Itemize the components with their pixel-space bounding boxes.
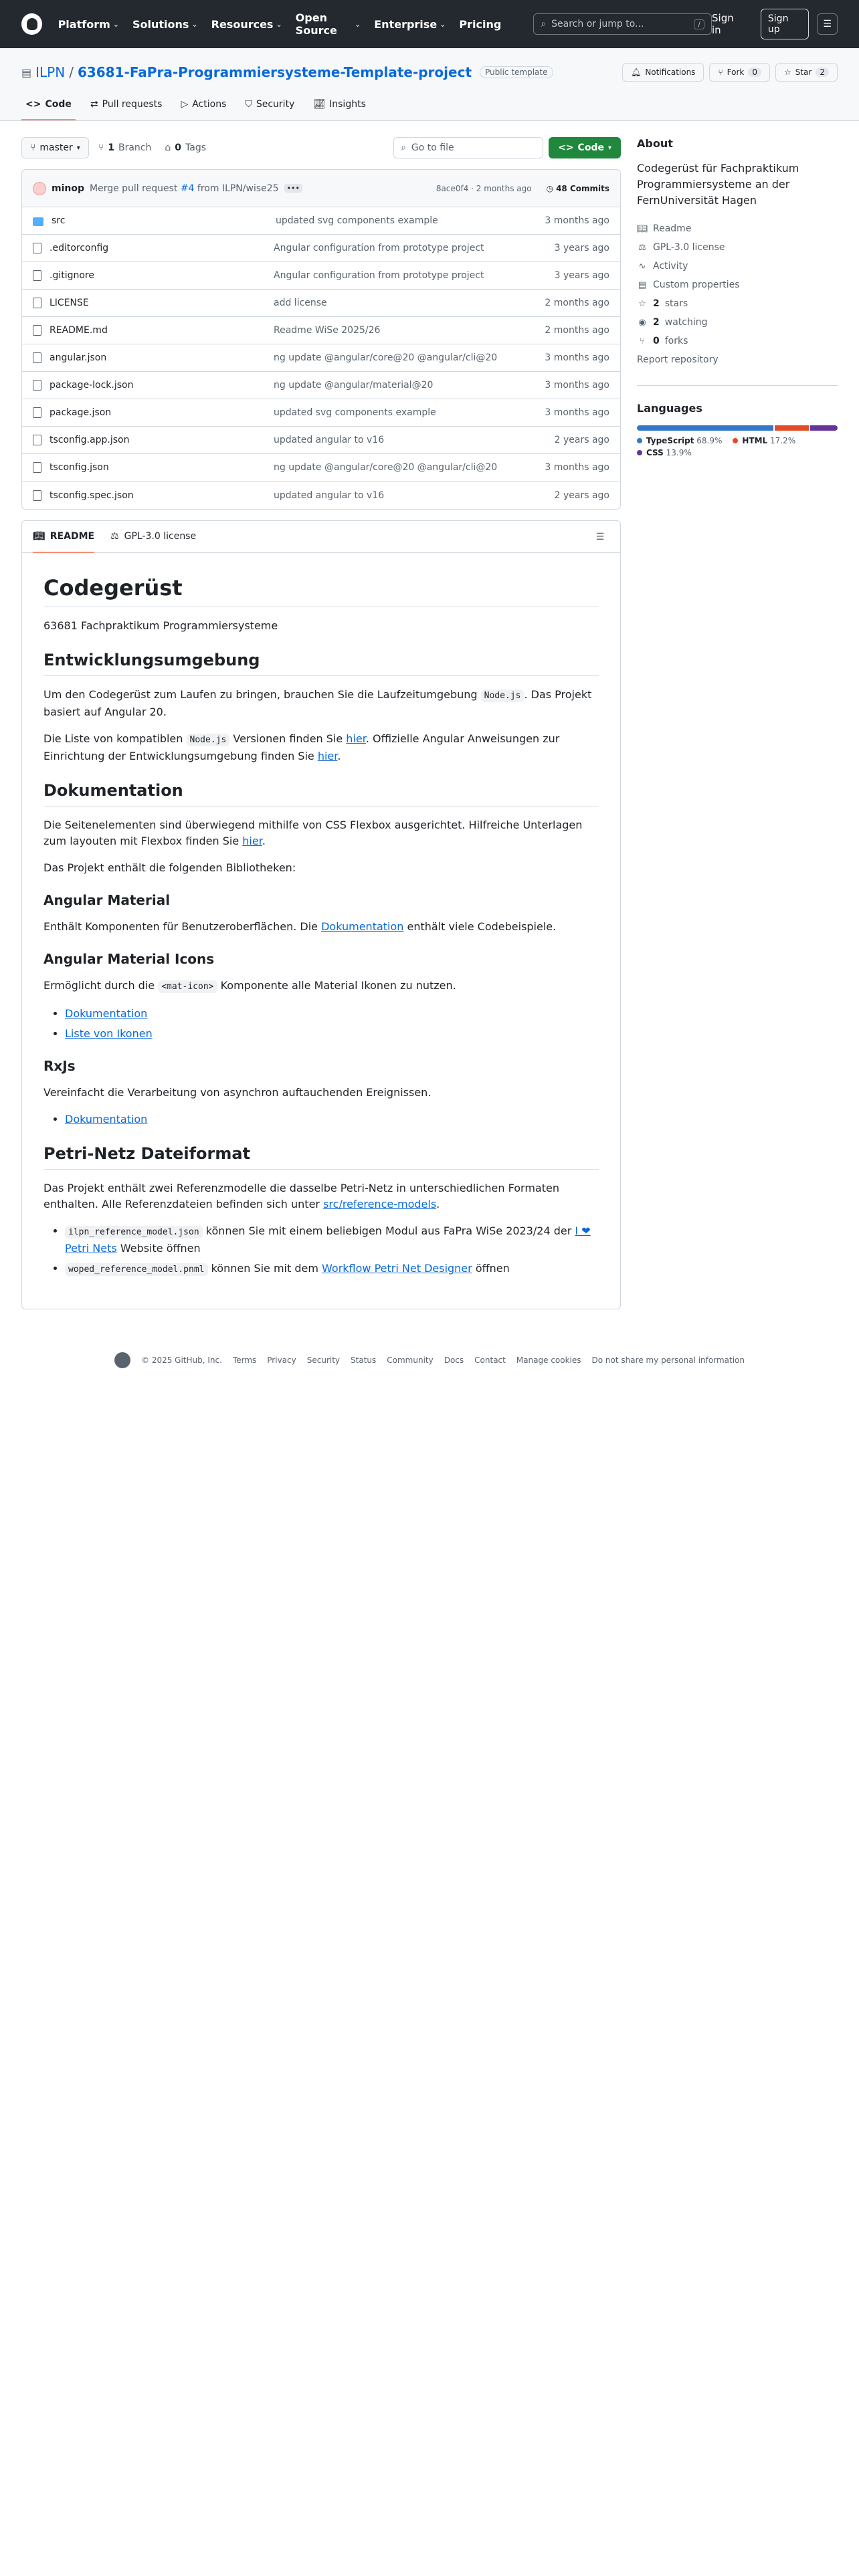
file-commit-message[interactable]: updated angular to v16: [274, 435, 385, 445]
link-material-doc[interactable]: Dokumentation: [321, 920, 404, 933]
heading-rxjs: RxJs: [43, 1058, 76, 1074]
file-age: 3 months ago: [545, 215, 609, 226]
para-icons: Ermöglicht durch die <mat-icon> Komponente alle Material Ikonen zu nutzen.: [43, 979, 456, 992]
footer-link[interactable]: Docs: [444, 1356, 464, 1365]
file-commit-message[interactable]: ng update @angular/material@20: [274, 380, 434, 391]
repo-title: ▤ ILPN / 63681-FaPra-Programmiersysteme-Template-project Public template 🔔︎ Notifications ⑂ Fork 0 ☆ Star 2: [21, 59, 838, 86]
branch-icon: ⑂: [98, 142, 104, 153]
chevron-down-icon: ⌄: [112, 19, 119, 29]
branch-select[interactable]: ⑂ master ▾: [21, 137, 89, 158]
link-hier-1[interactable]: hier: [346, 732, 366, 745]
list-item: [65, 1111, 599, 1128]
file-commit-message[interactable]: updated svg components example: [274, 407, 436, 418]
divider: [637, 385, 838, 386]
custom-properties-link[interactable]: ▤ Custom properties: [638, 280, 740, 290]
table-row[interactable]: [22, 399, 620, 427]
repo-name-link[interactable]: 63681-FaPra-Programmiersysteme-Template-project: [77, 64, 472, 80]
table-row[interactable]: [22, 207, 620, 235]
repo-header: [0, 48, 859, 121]
file-commit-message[interactable]: updated angular to v16: [274, 490, 385, 501]
book-icon: 📖︎: [637, 223, 648, 234]
footer-link[interactable]: Security: [306, 1356, 341, 1365]
code-column: [21, 137, 621, 1309]
ellipsis-icon[interactable]: •••: [284, 184, 302, 193]
heading-icons: Angular Material Icons: [43, 951, 215, 967]
file-commit-message[interactable]: updated svg components example: [276, 215, 438, 226]
readme-tabs: [22, 521, 620, 553]
language-bar-segment: [810, 425, 838, 431]
commit-author[interactable]: minop: [52, 183, 84, 194]
file-name[interactable]: .gitignore: [50, 270, 94, 281]
footer-link[interactable]: Terms: [232, 1356, 257, 1365]
link-hier-3[interactable]: hier: [242, 835, 262, 847]
para-env-2: Die Liste von kompatiblen Node.js Versionen finden Sie hier. Offizielle Angular Anweisungen zur Einrichtung der Entwicklungsumgebung finden Sie hier.: [43, 732, 560, 762]
tab-insights[interactable]: 📈︎ Insights: [313, 99, 366, 110]
readme-link[interactable]: 📖︎ Readme: [637, 223, 692, 234]
readme-title: Codegerüst: [43, 574, 599, 607]
table-row[interactable]: [22, 454, 620, 481]
heading-material: Angular Material: [43, 892, 171, 908]
nav-enterprise[interactable]: Enterprise ⌄: [374, 17, 446, 31]
repo-tabs: [21, 90, 838, 120]
nav-open-source[interactable]: Open Source ⌄: [295, 11, 361, 37]
footer-link[interactable]: Manage cookies: [516, 1356, 581, 1365]
branch-icon: ⑂: [30, 142, 36, 153]
file-icon: [33, 407, 41, 418]
file-icon: [33, 298, 41, 308]
file-commit-message[interactable]: Angular configuration from prototype project: [274, 270, 484, 281]
link-icons-doc[interactable]: Dokumentation: [65, 1007, 148, 1020]
file-age: 2 years ago: [554, 435, 609, 445]
file-icon: [33, 325, 41, 336]
tab-readme[interactable]: 📖︎ README: [33, 521, 94, 553]
file-age: 3 months ago: [545, 380, 609, 391]
github-mark-icon[interactable]: [114, 1352, 130, 1368]
file-name[interactable]: LICENSE: [50, 298, 89, 308]
nav-solutions[interactable]: Solutions ⌄: [132, 17, 198, 31]
language-bar-segment: [637, 425, 773, 431]
notifications-button[interactable]: 🔔︎ Notifications: [622, 63, 704, 82]
readme-box: [21, 520, 621, 1309]
file-commit-message[interactable]: add license: [274, 298, 327, 308]
language-list: [637, 436, 838, 457]
chevron-down-icon: ⌄: [355, 19, 361, 29]
list-icon[interactable]: ☰: [595, 531, 605, 542]
global-search-input[interactable]: ⌕ Search or jump to... /: [533, 13, 712, 35]
file-age: 3 years ago: [554, 270, 609, 281]
file-commit-message[interactable]: Angular configuration from prototype project: [274, 243, 484, 253]
file-name[interactable]: src: [52, 215, 66, 226]
petri-list: [43, 1223, 599, 1278]
graph-icon: 📈︎: [313, 99, 326, 110]
table-row[interactable]: [22, 344, 620, 372]
file-icon: [33, 490, 41, 501]
search-icon: ⌕: [541, 19, 547, 29]
file-age: 2 months ago: [545, 298, 609, 308]
chevron-down-icon: ⌄: [276, 19, 282, 29]
file-name[interactable]: package-lock.json: [50, 380, 134, 391]
file-age: 3 months ago: [545, 352, 609, 363]
footer: [0, 1352, 859, 1368]
file-commit-message[interactable]: ng update @angular/core@20 @angular/cli@20: [274, 352, 498, 363]
link-rxjs-doc[interactable]: Dokumentation: [65, 1113, 148, 1125]
para-rxjs: Vereinfacht die Verarbeitung von asynchron auftauchenden Ereignissen.: [43, 1086, 432, 1099]
triangle-down-icon: ▾: [607, 144, 611, 152]
code-icon: <>: [25, 99, 41, 110]
watching-link[interactable]: ◉ 2 watching: [637, 313, 838, 332]
para-material: Enthält Komponenten für Benutzeroberflächen. Die Dokumentation enthält viele Codebeispiele.: [43, 920, 557, 933]
file-name[interactable]: tsconfig.app.json: [50, 435, 130, 445]
para-doc-1: Die Seitenelementen sind überwiegend mithilfe von CSS Flexbox ausgerichtet. Hilfreiche Unterlagen zum layouten mit Flexbox finden Sie hier.: [43, 819, 583, 847]
fork-count: 0: [748, 68, 761, 77]
tag-icon: ⌂: [165, 142, 171, 153]
language-item[interactable]: TypeScript 68.9%: [637, 436, 722, 445]
readme-content: [22, 553, 620, 1309]
file-icon: [33, 352, 41, 363]
rxjs-list: [43, 1111, 599, 1128]
file-icon: [33, 462, 41, 473]
table-row[interactable]: [22, 481, 620, 509]
folder-icon: [33, 217, 43, 226]
nav-resources[interactable]: Resources ⌄: [211, 17, 282, 31]
chevron-down-icon: ⌄: [440, 19, 446, 29]
license-link[interactable]: ⚖ GPL-3.0 license: [637, 238, 838, 257]
forks-link[interactable]: ⑂ 0 forks: [637, 332, 838, 350]
file-commit-message[interactable]: ng update @angular/core@20 @angular/cli@20: [274, 462, 498, 473]
visibility-badge: Public template: [480, 66, 553, 78]
star-count: 2: [816, 68, 829, 77]
tab-actions[interactable]: ▷ Actions: [181, 99, 227, 110]
sign-in-link[interactable]: Sign in: [712, 12, 734, 36]
languages-title: Languages: [637, 402, 702, 415]
eye-icon: ◉: [638, 317, 646, 328]
activity-link[interactable]: ∿ Activity: [637, 257, 838, 276]
branches-link[interactable]: ⑂ 1 Branch: [98, 142, 152, 153]
global-header: [0, 0, 859, 48]
footer-link[interactable]: Do not share my personal information: [591, 1356, 745, 1365]
go-to-file-input[interactable]: ⌕ Go to file: [393, 137, 543, 158]
menu-icon[interactable]: ☰: [817, 13, 838, 35]
shield-icon: ⛉: [245, 99, 252, 110]
footer-link[interactable]: Contact: [474, 1356, 506, 1365]
language-dot: [637, 438, 642, 443]
latest-commit-row: [22, 170, 620, 207]
file-name[interactable]: tsconfig.spec.json: [50, 490, 134, 501]
table-row[interactable]: [22, 317, 620, 344]
heading-env: Entwicklungsumgebung: [43, 650, 599, 676]
commits-link[interactable]: ◷ 48 Commits: [546, 183, 609, 193]
language-bar: [637, 425, 838, 431]
about-section: [637, 137, 838, 369]
link-hier-2[interactable]: hier: [317, 750, 338, 762]
footer-link[interactable]: Community: [387, 1356, 434, 1365]
copyright: © 2025 GitHub, Inc.: [141, 1356, 222, 1365]
languages-section: [637, 402, 838, 457]
file-name[interactable]: README.md: [50, 325, 108, 336]
file-age: 3 months ago: [545, 462, 609, 473]
file-name[interactable]: .editorconfig: [50, 243, 109, 253]
repo-description: Codegerüst für Fachpraktikum Programmiersysteme an der FernUniversität Hagen: [637, 162, 799, 207]
table-row[interactable]: [22, 262, 620, 290]
link-woped[interactable]: Workflow Petri Net Designer: [322, 1262, 472, 1275]
readme-subtitle: 63681 Fachpraktikum Programmiersysteme: [43, 619, 278, 632]
stars-link[interactable]: ☆ 2 stars: [637, 294, 838, 313]
search-icon: ⌕: [401, 142, 406, 153]
file-age: 2 years ago: [554, 490, 609, 501]
nav-pricing[interactable]: Pricing: [459, 17, 502, 31]
pr-link[interactable]: #4: [180, 183, 195, 194]
tab-security[interactable]: ⛉ Security: [245, 99, 295, 110]
tab-license[interactable]: ⚖ GPL-3.0 license: [110, 530, 197, 542]
link-i-love-petri-nets[interactable]: I ❤ Petri Nets: [65, 1224, 591, 1255]
list-item: [65, 1026, 599, 1042]
star-icon: ☆: [638, 298, 646, 309]
file-table: [21, 169, 621, 510]
list-item: • woped_reference_model.pnml können Sie mit dem Workflow Petri Net Designer öffnen: [65, 1261, 599, 1278]
avatar[interactable]: [33, 182, 46, 195]
fork-icon: ⑂: [718, 68, 723, 77]
file-icon: [33, 380, 41, 391]
footer-link[interactable]: Status: [351, 1356, 377, 1365]
table-row[interactable]: [22, 235, 620, 262]
language-dot: [637, 450, 642, 455]
table-row[interactable]: [22, 427, 620, 454]
main-content: [0, 121, 859, 1325]
code-icon: <>: [558, 142, 574, 153]
para-doc-2: Das Projekt enthält die folgenden Bibliotheken:: [43, 861, 296, 874]
commit-message: Merge pull request #4 from ILPN/wise25: [90, 183, 279, 194]
para-petri: Das Projekt enthält zwei Referenzmodelle die dasselbe Petri-Netz in unterschiedlichen Formaten enthalten. Alle Referenzdateien befinden sich unter src/reference-models.: [43, 1182, 559, 1210]
list-item: [65, 1006, 599, 1022]
link-icons-list[interactable]: Liste von Ikonen: [65, 1027, 153, 1040]
law-icon: ⚖: [638, 242, 646, 253]
link-reference-models[interactable]: src/reference-models: [323, 1198, 437, 1210]
file-commit-message[interactable]: Readme WiSe 2025/26: [274, 325, 381, 336]
file-age: 3 months ago: [545, 407, 609, 418]
nav-platform[interactable]: Platform ⌄: [58, 17, 119, 31]
heading-petri: Petri-Netz Dateiformat: [43, 1144, 599, 1170]
file-name[interactable]: tsconfig.json: [50, 462, 109, 473]
repo-icon: ▤: [21, 66, 32, 79]
fork-button[interactable]: ⑂ Fork 0: [709, 63, 770, 82]
file-name[interactable]: angular.json: [50, 352, 107, 363]
history-icon: ◷: [546, 183, 554, 193]
fork-icon: ⑂: [640, 336, 645, 346]
note-icon: ▤: [638, 280, 647, 290]
heading-doc: Dokumentation: [43, 780, 599, 807]
repo-actions: [622, 63, 838, 82]
tab-code[interactable]: <> Code: [21, 94, 76, 120]
file-name[interactable]: package.json: [50, 407, 112, 418]
para-env-1: Um den Codegerüst zum Laufen zu bringen, brauchen Sie die Laufzeitumgebung Node.js . Das Projekt basiert auf Angular 20.: [43, 688, 592, 718]
file-toolbar: [21, 137, 621, 158]
book-icon: 📖︎: [33, 530, 45, 542]
bell-icon: 🔔︎: [631, 68, 642, 77]
tab-pull-requests[interactable]: ⇄ Pull requests: [90, 99, 163, 110]
language-bar-segment: [775, 425, 809, 431]
file-age: 3 years ago: [554, 243, 609, 253]
github-logo-icon[interactable]: [21, 13, 42, 35]
star-button[interactable]: ☆ Star 2: [775, 63, 838, 82]
code-dropdown-button[interactable]: <> Code ▾: [549, 137, 621, 158]
list-item: • ilpn_reference_model.json können Sie mit einem beliebigen Modul aus FaPra WiSe 2023/24 der I ❤ Petri Nets Website öffnen: [65, 1223, 599, 1257]
tags-link[interactable]: ⌂ 0 Tags: [165, 142, 206, 153]
language-dot: [733, 438, 738, 443]
footer-link[interactable]: Privacy: [267, 1356, 296, 1365]
sidebar: [637, 137, 838, 1309]
global-nav: [58, 11, 502, 37]
sign-up-button[interactable]: Sign up: [761, 9, 809, 39]
language-item[interactable]: CSS 13.9%: [637, 448, 692, 457]
play-icon: ▷: [181, 99, 189, 110]
star-icon: ☆: [783, 68, 791, 77]
report-repository-link[interactable]: Report repository: [637, 354, 719, 365]
slash-shortcut-hint: /: [694, 19, 704, 29]
file-icon: [33, 270, 41, 281]
commit-meta[interactable]: 8ace0f4 · 2 months ago: [436, 183, 532, 193]
icons-list: [43, 1006, 599, 1042]
law-icon: ⚖: [110, 530, 119, 542]
language-item[interactable]: HTML 17.2%: [733, 436, 795, 445]
pull-request-icon: ⇄: [90, 99, 98, 110]
chevron-down-icon: ⌄: [191, 19, 198, 29]
file-age: 2 months ago: [545, 325, 609, 336]
table-row[interactable]: [22, 290, 620, 317]
triangle-down-icon: ▾: [76, 144, 80, 152]
pulse-icon: ∿: [638, 261, 646, 272]
file-icon: [33, 243, 41, 253]
table-row[interactable]: [22, 372, 620, 399]
about-title: About: [637, 137, 673, 150]
file-icon: [33, 435, 41, 445]
repo-owner-link[interactable]: ILPN: [35, 64, 66, 80]
